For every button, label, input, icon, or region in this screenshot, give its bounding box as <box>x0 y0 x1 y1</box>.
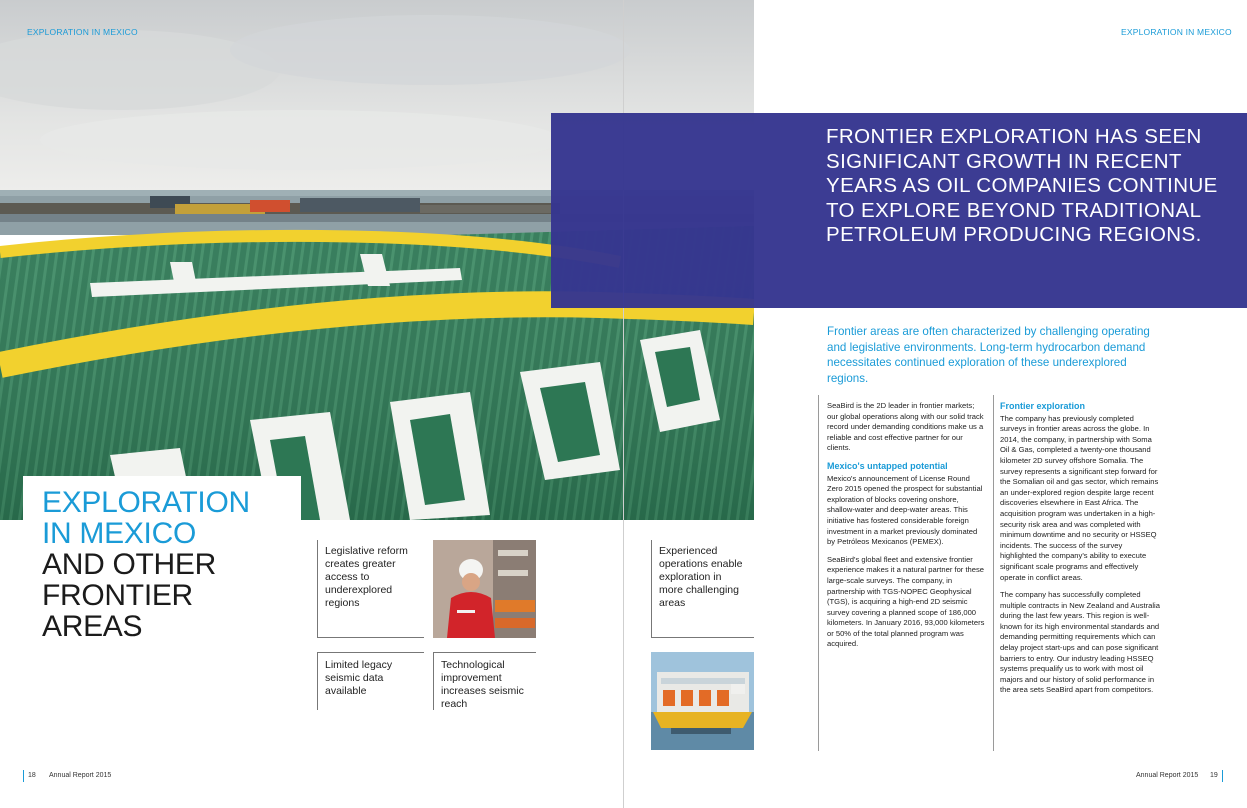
highlight-card <box>433 652 536 710</box>
title-line-4: FRONTIER <box>42 579 193 612</box>
highlight-text: Limited legacy seismic data available <box>325 659 393 697</box>
highlight-text: Technological improvement increases seismic reach <box>441 659 524 710</box>
highlight-text: Experienced operations enable exploration in more challenging areas <box>659 545 743 609</box>
highlight-card <box>651 540 754 638</box>
vessel-photo <box>651 652 754 750</box>
subheading: Mexico's untapped potential <box>827 460 948 471</box>
title-line-1: EXPLORATION <box>42 486 250 519</box>
title-line-3: AND OTHER <box>42 548 216 581</box>
column-rule <box>818 395 819 751</box>
pull-quote: FRONTIER EXPLORATION HAS SEEN SIGNIFICANT GROWTH IN RECENT YEARS AS OIL COMPANIES CONTINUE TO EXPLORE BEYOND TRADITIONAL PETROLEUM PRODUCING REGIONS. <box>826 125 1218 246</box>
title-line-2: IN MEXICO <box>42 517 196 550</box>
column-rule <box>993 395 994 751</box>
body-paragraph: SeaBird is the 2D leader in frontier markets; our global operations along with our solid track record under demanding conditions make us a reliable and cost effective partner for our clients. <box>827 401 984 453</box>
highlight-card <box>317 652 424 710</box>
intro-paragraph: Frontier areas are often characterized by challenging operating and legislative environments. Long-term hydrocarbon demand necessitates continued exploration of these underexplored regions. <box>827 325 1150 385</box>
title-line-5: AREAS <box>42 610 143 643</box>
body-paragraph: SeaBird's global fleet and extensive frontier experience makes it a natural partner for these large-scale surveys. The company, in partnership with TGS-NOPEC Geophysical (TGS), is acquiring a high-end 2D seismic survey covering a planned scope of 186,000 kilometers. In January 2016, 93,000 kilometers or 50% of the total planned program was acquired. <box>827 554 985 649</box>
footer-report-left: Annual Report 2015 <box>49 772 112 779</box>
right-section-label: EXPLORATION IN MEXICO <box>1121 27 1232 37</box>
footer-rule <box>1222 770 1223 782</box>
page-number-left: 18 <box>28 772 36 779</box>
footer-report-right: Annual Report 2015 <box>1136 772 1199 779</box>
title-box <box>23 476 301 676</box>
footer-rule <box>23 770 24 782</box>
subheading: Frontier exploration <box>1000 401 1086 411</box>
highlight-text: Legislative reform creates greater access to underexplored regions <box>325 545 408 609</box>
left-section-label: EXPLORATION IN MEXICO <box>27 27 138 37</box>
body-paragraph: The company has successfully completed multiple contracts in New Zealand and Australia during the last few years. This region is well-known for its high environmental standards and demanding permitting requirements which can delay project start-ups and can pose significant barriers to entry. Our industry leading HSSEQ systems prequalify us to work with most oil majors and our history of solid performance in the area sets SeaBird apart from competitors. <box>1000 590 1160 695</box>
body-paragraph: The company has previously completed surveys in frontier areas across the globe. In 2014, the company, in partnership with Soma Oil & Gas, completed a twenty-one thousand kilometer 2D survey offshore Somalia. The survey represents a significant step forward for the Somalian oil and gas sector, which remains an under-explored region despite large recent discoveries elsewhere in East Africa. The acquisition program was undertaken in a high-security risk area and was completed with minimum downtime and no security or HSSEQ incidents. The success of the survey highlighted the company's ability to execute significant scale programs and effectively operate in conflict areas. <box>1000 413 1159 582</box>
body-column-1 <box>827 401 985 657</box>
page-number-right: 19 <box>1210 772 1218 779</box>
body-paragraph: Mexico's announcement of License Round Zero 2015 opened the prospect for substantial exploration of blocks covering onshore, shallow-water and deep-water areas. This initiative has fostered considerable foreign investment in a market previously dominated by Petróleos Mexicanos (PEMEX). <box>827 473 983 547</box>
highlight-card <box>317 540 424 638</box>
worker-photo <box>433 540 536 638</box>
body-column-2 <box>1000 400 1160 703</box>
